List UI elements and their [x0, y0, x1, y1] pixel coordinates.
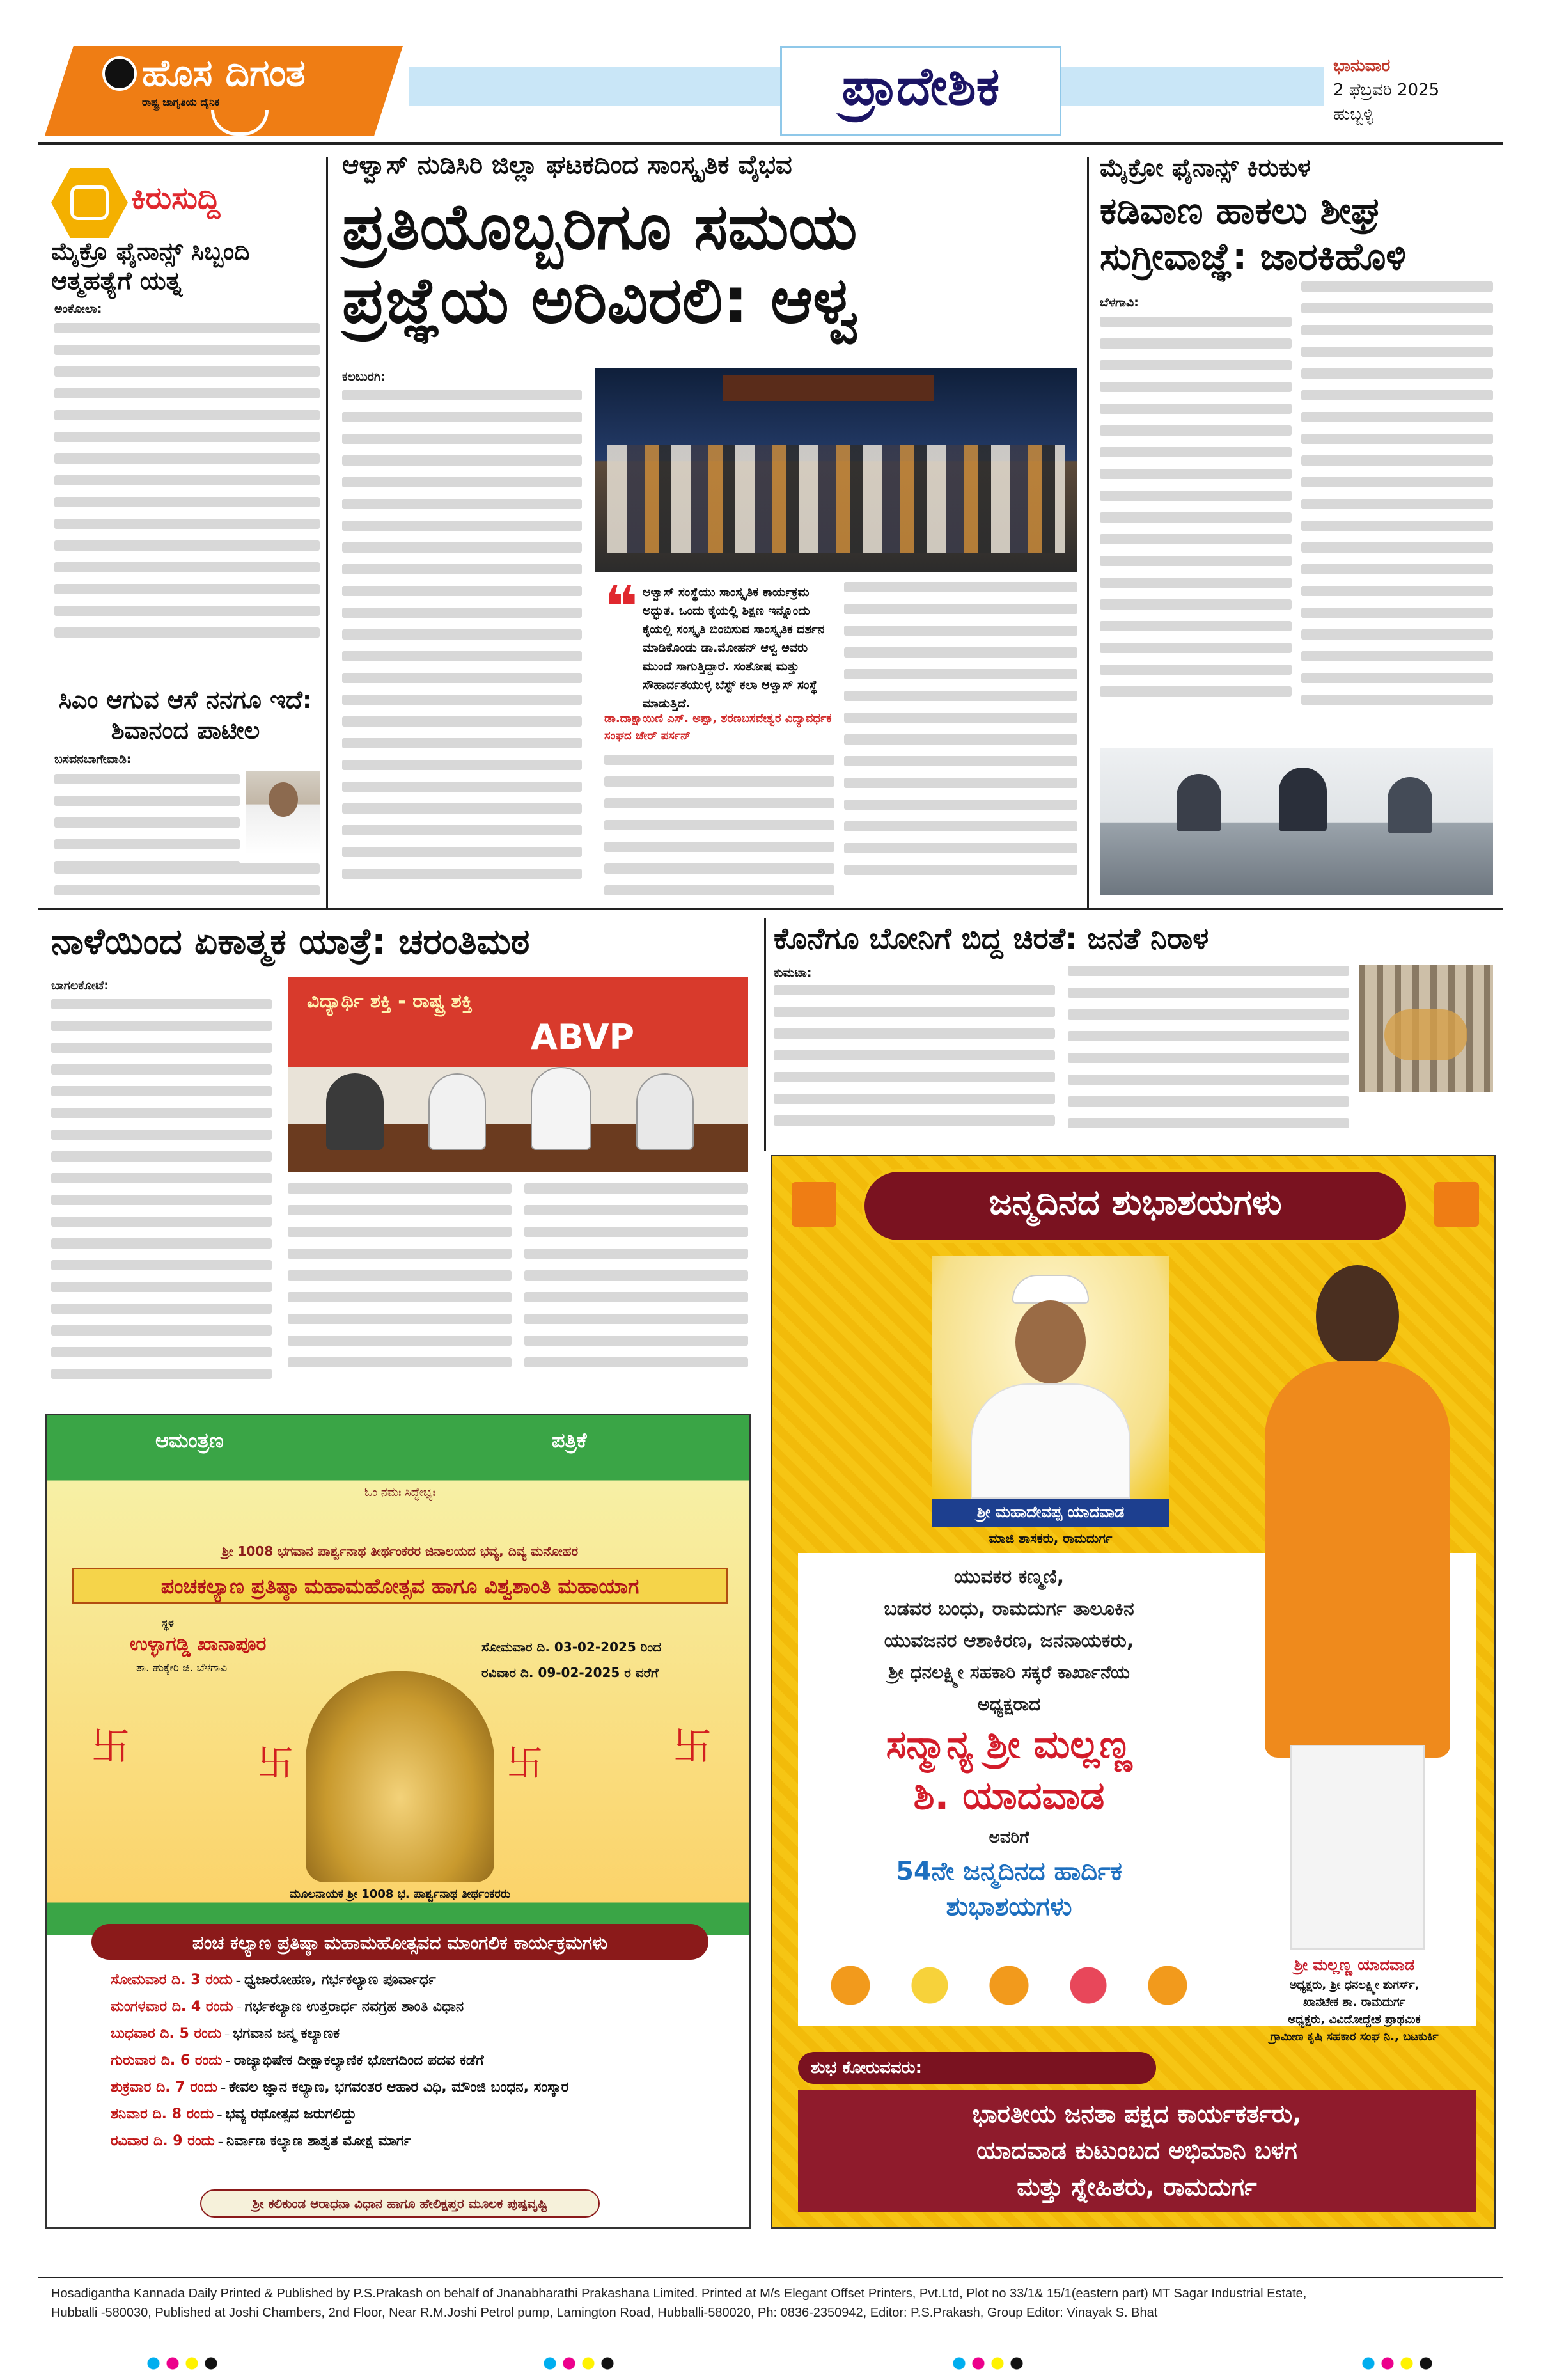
jain-ad-mantra: ಓಂ ನಮಃ ಸಿದ್ಧೇಭ್ಯಃ	[364, 1486, 435, 1499]
schedule-day: ಮಂಗಳವಾರ ದಿ. 4 ರಂದು	[111, 1999, 233, 2015]
masthead	[0, 0, 1541, 160]
honoree-line-2: ಶಿ. ಯಾದವಾಡ	[913, 1774, 1105, 1818]
schedule-row: ಶನಿವಾರ ದಿ. 8 ರಂದು – ಭವ್ಯ ರಥೋತ್ಸವ ಜರುಗಲಿದ್ದು	[111, 2106, 357, 2122]
schedule-row: ಸೋಮವಾರ ದಿ. 3 ರಂದು – ಧ್ವಜಾರೋಹಣ, ಗರ್ಭಕಲ್ಯಾಣ ಪೂರ್ವಾರ್ಧ	[111, 1972, 436, 1988]
kirusuddi-item1-title: ಮೈಕ್ರೊ ಫೈನಾನ್ಸ್ ಸಿಬ್ಬಂದಿ ಆತ್ಮಹತ್ಯೆಗೆ ಯತ್ನ	[51, 237, 250, 295]
epithet-5: ಅಧ್ಯಕ್ಷರಾದ	[977, 1694, 1041, 1715]
right-headline-1: ಕಡಿವಾಣ ಹಾಕಲು ಶೀಘ್ರ	[1100, 189, 1381, 232]
leopard-body-col1	[774, 985, 1055, 1151]
schedule-day: ರವಿವಾರ ದಿ. 9 ರಂದು	[111, 2133, 215, 2149]
leopard-body-col2	[1068, 966, 1349, 1151]
swastika-center-right-icon: 卐	[507, 1743, 543, 1785]
masthead-city: ಹುಬ್ಬಳ್ಳಿ	[1333, 105, 1373, 124]
lead-quote-author: ಡಾ.ದಾಕ್ಷಾಯಿಣಿ ಎಸ್. ಅಪ್ಪಾ, ಶರಣಬಸವೇಶ್ವರ ವಿದ್ಯಾವರ್ಧಕ ಸಂಘದ ಚೇರ್ ಪರ್ಸನ್	[604, 712, 832, 743]
white-trousers	[1290, 1745, 1425, 1950]
imprint-line-1: Hosadigantha Kannada Daily Printed & Published by P.S.Prakash on behalf of Jnanabharathi Prakashana Limited. Printed at M/s Elegant Offset Printers, Pvt.Ltd, Plot no 33/1& 15/1(eastern part) MT Sagar Industrial Estate,	[51, 2287, 1307, 2301]
meeting-person-2	[1279, 768, 1327, 831]
column-rule-1	[326, 157, 328, 908]
birthday-title: ಜನ್ಮದಿನದ ಶುಭಾಶಯಗಳು	[989, 1182, 1282, 1222]
wishers-line-1: ಭಾರತೀಯ ಜನತಾ ಪಕ್ಷದ ಕಾರ್ಯಕರ್ತರು,	[972, 2100, 1302, 2128]
kirusuddi-item2-dateline: ಬಸವನಬಾಗೇವಾಡಿ:	[54, 752, 132, 766]
right-kicker: ಮೈಕ್ರೋ ಫೈನಾನ್ಸ್ ಕಿರುಕುಳ	[1100, 154, 1311, 182]
schedule-row: ರವಿವಾರ ದಿ. 9 ರಂದು – ನಿರ್ವಾಣ ಕಲ್ಯಾಣ ಶಾಶ್ವತ ಮೋಕ್ಷ ಮಾರ್ಗ	[111, 2133, 412, 2149]
color-dots	[544, 2357, 620, 2370]
meeting-photo	[1100, 748, 1493, 895]
wishers-label: ಶುಭ ಕೋರುವವರು:	[811, 2058, 922, 2077]
saffron-shawl	[1265, 1361, 1450, 1758]
kirusuddi-item1-body	[54, 323, 320, 668]
schedule-row: ಶುಕ್ರವಾರ ದಿ. 7 ರಂದು – ಕೇವಲ ಜ್ಞಾನ ಕಲ್ಯಾಣ, ಭಗವಂತರ ಆಹಾರ ವಿಧಿ, ಮೌಂಜಿ ಬಂಧನ, ಸಂಸ್ಕಾರ	[111, 2079, 569, 2095]
jain-ad-program-title: ಪಂಚ ಕಲ್ಯಾಣ ಪ್ರತಿಷ್ಠಾ ಮಹಾಮಹೋತ್ಸವದ ಮಾಂಗಲಿಕ ಕಾರ್ಯಕ್ರಮಗಳು	[192, 1932, 608, 1953]
leopard-headline: ಕೊನೆಗೂ ಬೋನಿಗೆ ಬಿದ್ದ ಚಿರತೆ: ಜನತೆ ನಿರಾಳ	[774, 921, 1209, 956]
press-person-2	[428, 1073, 486, 1150]
abvp-banner-slogan: ವಿದ್ಯಾರ್ಥಿ ಶಕ್ತಿ - ರಾಷ್ಟ್ರ ಶಕ್ತಿ	[307, 990, 473, 1013]
logo-emblem-icon	[102, 56, 137, 91]
guests-row	[607, 445, 1065, 553]
schedule-day: ಶುಕ್ರವಾರ ದಿ. 7 ರಂದು	[111, 2079, 217, 2095]
person2-role-4: ಗ್ರಾಮೀಣ ಕೃಷಿ ಸಹಕಾರ ಸಂಘ ನಿ., ಬಟಕುರ್ಕಿ	[1270, 2030, 1439, 2044]
portrait-head	[1316, 1265, 1399, 1367]
press-person-4	[636, 1073, 694, 1150]
jain-ad-place-label: ಸ್ಥಳ	[162, 1617, 174, 1629]
portrait-shirt	[971, 1383, 1130, 1499]
lead-body-col1	[342, 390, 582, 902]
wishers-line-3: ಮತ್ತು ಸ್ನೇಹಿತರು, ರಾಮದುರ್ಗ	[1017, 2173, 1257, 2201]
yatra-body-col2	[288, 1183, 512, 1388]
masthead-date: 2 ಫೆಬ್ರವರಿ 2025	[1333, 81, 1440, 100]
color-dots	[953, 2357, 1029, 2370]
jain-ad-title: ಪಂಚಕಲ್ಯಾಣ ಪ್ರತಿಷ್ಠಾ ಮಹಾಮಹೋತ್ಸವ ಹಾಗೂ ವಿಶ್ವಶಾಂತಿ ಮಹಾಯಾಗ	[160, 1574, 639, 1598]
jain-ad-place-sub: ತಾ. ಹುಕ್ಕೇರಿ ಜಿ. ಬೆಳಗಾವಿ	[136, 1662, 228, 1675]
schedule-row: ಮಂಗಳವಾರ ದಿ. 4 ರಂದು – ಗರ್ಭಕಲ್ಯಾಣ ಉತ್ತರಾರ್ಧ ನವಗ್ರಹ ಶಾಂತಿ ವಿಧಾನ	[111, 1999, 464, 2015]
registration-marks	[0, 2354, 1541, 2373]
imprint-line-2: Hubballi -580030, Published at Joshi Chambers, 2nd Floor, Near R.M.Joshi Petrol pump, Lamington Road, Hubballi-580020, Ph: 0836-2350942, Editor: P.S.Prakash, Group Editor: Vinayak S. Bhat	[51, 2306, 1158, 2320]
person2-role-3: ಅಧ್ಯಕ್ಷರು, ವಿವಿದೋದ್ದೇಶ ಪ್ರಾಥಮಿಕ	[1288, 2013, 1421, 2026]
jain-ad-footer: ಶ್ರೀ ಕಲಿಕುಂಡ ಆರಾಧನಾ ವಿಧಾನ ಹಾಗೂ ಹೇಲಿಕ್ಷಪ್ತರ ಮೂಲಕ ಪುಷ್ಪವೃಷ್ಟಿ	[252, 2196, 548, 2211]
jain-ad-place: ಉಳ್ಳಾಗಡ್ಡಿ ಖಾನಾಪೂರ	[130, 1633, 267, 1655]
mallanna-photo	[1220, 1246, 1489, 1950]
jain-ad-date-to: ರವಿವಾರ ದಿ. 09-02-2025 ರ ವರೆಗೆ	[481, 1665, 659, 1680]
lead-headline-1: ಪ್ರತಿಯೊಬ್ಬರಿಗೂ ಸಮಯ	[342, 189, 857, 264]
logo-text: ಹೊಸ ದಿಗಂತ	[142, 51, 306, 95]
section-rule-middle	[38, 908, 1503, 910]
meeting-person-1	[1177, 774, 1221, 831]
lead-body-col3	[844, 582, 1077, 902]
shivananda-patil-photo	[246, 771, 320, 854]
press-person-3	[531, 1067, 591, 1150]
leopard-shape	[1384, 1009, 1467, 1060]
schedule-day: ಗುರುವಾರ ದಿ. 6 ರಂದು	[111, 2053, 223, 2069]
tirthankara-idol	[306, 1671, 494, 1882]
epithet-1: ಯುವಕರ ಕಣ್ಮಣಿ,	[953, 1566, 1065, 1588]
logo-tagline: ರಾಷ್ಟ್ರ ಜಾಗೃತಿಯ ದೈನಿಕ	[142, 96, 220, 108]
right-body-col1	[1100, 317, 1292, 732]
color-dots	[1362, 2357, 1439, 2370]
masthead-day: ಭಾನುವಾರ	[1333, 56, 1391, 75]
right-headline-2: ಸುಗ್ರೀವಾಜ್ಞೆ: ಜಾರಕಿಹೊಳಿ	[1100, 235, 1406, 278]
wishers-line-2: ಯಾದವಾಡ ಕುಟುಂಬದ ಅಭಿಮಾನಿ ಬಳಗ	[976, 2136, 1297, 2164]
gandhi-cap	[1012, 1275, 1089, 1304]
schedule-row: ಗುರುವಾರ ದಿ. 6 ರಂದು – ರಾಜ್ಯಾಭಿಷೇಕ ದೀಕ್ಷಾಕಲ್ಯಾಣಿಕ ಭೋಗದಿಂದ ಪದವ ಕಡೆಗೆ	[111, 2053, 484, 2069]
honoree-line-1: ಸನ್ಮಾನ್ಯ ಶ್ರೀ ಮಲ್ಲಣ್ಣ	[886, 1722, 1132, 1767]
schedule-event: ರಾಜ್ಯಾಭಿಷೇಕ ದೀಕ್ಷಾಕಲ್ಯಾಣಿಕ ಭೋಗದಿಂದ ಪದವ ಕಡೆಗೆ	[233, 2053, 484, 2069]
right-body-col2	[1301, 281, 1493, 732]
jain-ad-idol-caption: ಮೂಲನಾಯಕ ಶ್ರೀ 1008 ಭ. ಪಾರ್ಶ್ವನಾಥ ತೀರ್ಥಂಕರರು	[289, 1887, 511, 1901]
yatra-body-col3	[524, 1183, 748, 1388]
alvas-event-photo	[595, 368, 1077, 572]
swastika-center-left-icon: 卐	[258, 1743, 293, 1785]
to-them: ಅವರಿಗೆ	[989, 1828, 1029, 1847]
person2-role-2: ಖಾನಟೇಕ ಶಾ. ರಾಮದುರ್ಗ	[1302, 1996, 1406, 2009]
flower-garland-left	[811, 1943, 1207, 2014]
stage-banner	[723, 375, 934, 401]
portrait-face	[1015, 1300, 1086, 1383]
portrait-head	[269, 782, 298, 817]
kirusuddi-item1-dateline: ಅಂಕೋಲಾ:	[54, 302, 102, 316]
schedule-event: ಭವ್ಯ ರಥೋತ್ಸವ ಜರುಗಲಿದ್ದು	[225, 2106, 357, 2122]
jain-ad-date-from: ಸೋಮವಾರ ದಿ. 03-02-2025 ರಿಂದ	[481, 1639, 662, 1655]
swastika-left-icon: 卐	[91, 1724, 130, 1769]
person1-name: ಶ್ರೀ ಮಹಾದೇವಪ್ಪ ಯಾದವಾಡ	[976, 1503, 1125, 1521]
leopard-cage-photo	[1359, 965, 1493, 1092]
jain-ad	[45, 1414, 751, 2229]
jain-ad-corner-left: ಆಮಂತ್ರಣ	[155, 1428, 224, 1453]
wishes: ಶುಭಾಶಯಗಳು	[946, 1892, 1072, 1921]
imprint-rule	[38, 2277, 1503, 2278]
yatra-dateline: ಬಾಗಲಕೋಟೆ:	[51, 979, 109, 993]
meeting-person-3	[1388, 777, 1432, 833]
lead-body-col2b	[604, 755, 834, 902]
color-dots	[147, 2357, 224, 2370]
column-rule-3	[764, 918, 766, 1151]
epithet-4: ಶ್ರೀ ಧನಲಕ್ಷ್ಮೀ ಸಹಕಾರಿ ಸಕ್ಕರೆ ಕಾರ್ಖಾನೆಯ	[888, 1662, 1130, 1683]
bjp-logo-right-icon	[1434, 1182, 1479, 1227]
schedule-event: ನಿರ್ವಾಣ ಕಲ್ಯಾಣ ಶಾಶ್ವತ ಮೋಕ್ಷ ಮಾರ್ಗ	[226, 2133, 412, 2149]
hand-icon	[70, 185, 109, 220]
epithet-2: ಬಡವರ ಬಂಧು, ರಾಮದುರ್ಗ ತಾಲೂಕಿನ	[884, 1598, 1134, 1620]
lead-headline-2: ಪ್ರಜ್ಞೆಯ ಅರಿವಿರಲಿ: ಆಳ್ವ	[342, 263, 859, 338]
epithet-3: ಯುವಜನರ ಆಶಾಕಿರಣ, ಜನನಾಯಕರು,	[884, 1630, 1134, 1652]
lead-quote: ಆಳ್ವಾಸ್ ಸಂಸ್ಥೆಯು ಸಾಂಸ್ಕೃತಿಕ ಕಾರ್ಯಕ್ರಮ ಅದ್ಭುತ. ಒಂದು ಕೈಯಲ್ಲಿ ಶಿಕ್ಷಣ ಇನ್ನೊಂದು ಕೈಯಲ್ಲಿ ಸಂಸ್ಕೃತಿ ಬಿಂಬಿಸುವ ಸಾಂಸ್ಕೃತಿಕ ದರ್ಶನ ಮಾಡಿಕೊಂಡು ಡಾ.ಮೋಹನ್ ಆಳ್ವ ಅವರು ಮುಂದೆ ಸಾಗುತ್ತಿದ್ದಾರೆ. ಸಂತೋಷ ಮತ್ತು ಸೌಹಾರ್ದತೆಯುಳ್ಳ ಬೆಸ್ಟ್ ಕಲಾ ಆಳ್ವಾಸ್ ಸಂಸ್ಥೆ ಮಾಡುತ್ತಿದೆ.	[643, 585, 825, 711]
right-dateline: ಬೆಳಗಾವಿ:	[1100, 296, 1139, 310]
abvp-press-photo	[288, 977, 748, 1172]
lead-kicker: ಆಳ್ವಾಸ್ ನುಡಿಸಿರಿ ಜಿಲ್ಲಾ ಘಟಕದಿಂದ ಸಾಂಸ್ಕೃತಿಕ ವೈಭವ	[342, 150, 792, 180]
schedule-event: ಭಗವಾನ ಜನ್ಮ ಕಲ್ಯಾಣಕ	[233, 2026, 340, 2042]
section-title: ಪ್ರಾದೇಶಿಕ	[841, 56, 1000, 117]
yatra-headline: ನಾಳೆಯಿಂದ ಏಕಾತ್ಮಕ ಯಾತ್ರೆ: ಚರಂತಿಮಠ	[51, 921, 530, 963]
person1-role: ಮಾಜಿ ಶಾಸಕರು, ರಾಮದುರ್ಗ	[989, 1531, 1113, 1546]
yatra-body-col1	[51, 999, 272, 1389]
birthday-line: 54ನೇ ಜನ್ಮದಿನದ ಹಾರ್ದಿಕ	[896, 1857, 1122, 1886]
schedule-day: ಬುಧವಾರ ದಿ. 5 ರಂದು	[111, 2026, 222, 2042]
kirusuddi-item2-title: ಸಿಎಂ ಆಗುವ ಆಸೆ ನನಗೂ ಇದೆ: ಶಿವಾನಂದ ಪಾಟೀಲ	[58, 686, 313, 745]
jain-ad-corner-right: ಪತ್ರಿಕೆ	[552, 1428, 587, 1453]
column-rule-2	[1087, 157, 1089, 908]
schedule-day: ಶನಿವಾರ ದಿ. 8 ರಂದು	[111, 2106, 214, 2122]
mahadevappa-photo	[932, 1256, 1169, 1499]
quote-mark-icon: ❝	[604, 574, 638, 641]
swastika-right-icon: 卐	[673, 1724, 712, 1769]
schedule-event: ಧ್ವಜಾರೋಹಣ, ಗರ್ಭಕಲ್ಯಾಣ ಪೂರ್ವಾರ್ಧ	[244, 1972, 436, 1988]
leopard-dateline: ಕುಮಟಾ:	[774, 966, 812, 980]
press-person-1	[326, 1073, 384, 1150]
birthday-ad	[770, 1155, 1496, 2229]
bjp-logo-left-icon	[792, 1182, 836, 1227]
jain-ad-event-line: ಶ್ರೀ 1008 ಭಗವಾನ ಪಾರ್ಶ್ವನಾಥ ತೀರ್ಥಂಕರರ ಜಿನಾಲಯದ ಭವ್ಯ, ದಿವ್ಯ ಮನೋಹರ	[221, 1543, 579, 1559]
schedule-day: ಸೋಮವಾರ ದಿ. 3 ರಂದು	[111, 1972, 233, 1988]
person2-role-1: ಅಧ್ಯಕ್ಷರು, ಶ್ರೀ ಧನಲಕ್ಷ್ಮೀ ಶುಗರ್ಸ್,	[1289, 1978, 1420, 1992]
abvp-logo-text: ABVP	[531, 1017, 635, 1057]
masthead-rule	[38, 142, 1503, 145]
person2-name: ಶ್ರೀ ಮಲ್ಲಣ್ಣ ಯಾದವಾಡ	[1294, 1956, 1415, 1974]
kirusuddi-item2-body-2	[54, 863, 320, 902]
schedule-row: ಬುಧವಾರ ದಿ. 5 ರಂದು – ಭಗವಾನ ಜನ್ಮ ಕಲ್ಯಾಣಕ	[111, 2026, 340, 2042]
schedule-event: ಗರ್ಭಕಲ್ಯಾಣ ಉತ್ತರಾರ್ಧ ನವಗ್ರಹ ಶಾಂತಿ ವಿಧಾನ	[244, 1999, 464, 2015]
kirusuddi-title: ಕಿರುಸುದ್ದಿ	[131, 180, 221, 216]
schedule-event: ಕೇವಲ ಜ್ಞಾನ ಕಲ್ಯಾಣ, ಭಗವಂತರ ಆಹಾರ ವಿಧಿ, ಮೌಂಜಿ ಬಂಧನ, ಸಂಸ್ಕಾರ	[229, 2079, 569, 2095]
lead-dateline: ಕಲಬುರಗಿ:	[342, 370, 386, 384]
